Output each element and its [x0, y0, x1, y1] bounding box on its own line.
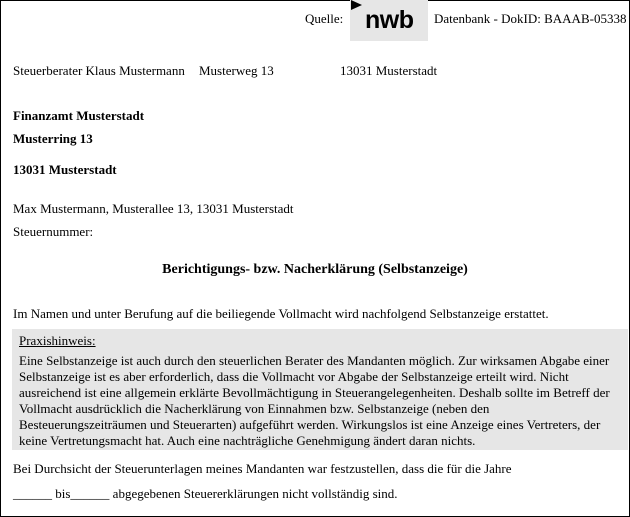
practice-hint-body: Eine Selbstanzeige ist auch durch den steuerlichen Berater des Mandanten möglich. Zur wirksamen Abgabe einer Selbstanzeige ist es aber erforderlich, dass die Vollmacht vor Abgabe der Selbstanzeige erteilt wird. Nicht ausreichend ist eine allgemein erklärte Bevollmächtigung in Steuerangelegenheiten. Deshalb sollte im Betreff der Vollmacht ausdrücklich die Nacherklärung von Einnahmen bzw. Selbstanzeige (neben den Besteuerungszeiträumen und Steuerarten) aufgeführt werden. Wirkungslos ist eine Anzeige eines Vertreters, der keine Vertretungsmacht hat. Auch eine nachträgliche Genehmigung ändert daran nichts. — [19, 353, 610, 448]
body-line-2: ______ bis______ abgegebenen Steuererklärungen nicht vollständig sind. — [13, 486, 398, 501]
recipient-city: 13031 Musterstadt — [13, 162, 117, 177]
document-title: Berichtigungs- bzw. Nacherklärung (Selbstanzeige) — [162, 262, 468, 277]
sender-city: 13031 Musterstadt — [340, 63, 438, 78]
logo-flag-icon — [351, 0, 362, 10]
practice-hint-title: Praxishinweis: — [19, 333, 96, 348]
source-label: Quelle: — [305, 11, 344, 26]
recipient-office: Finanzamt Musterstadt — [13, 108, 145, 123]
intro-text: Im Namen und unter Berufung auf die beiliegende Vollmacht wird nachfolgend Selbstanzeige erstattet. — [13, 306, 549, 321]
body-line-1: Bei Durchsicht der Steuerunterlagen meines Mandanten war festzustellen, dass die für die Jahre — [13, 461, 512, 476]
sender-name: Steuerberater Klaus Mustermann — [13, 63, 185, 78]
nwb-logo — [350, 0, 428, 41]
client-address: Max Mustermann, Musterallee 13, 13031 Musterstadt — [13, 201, 294, 216]
recipient-street: Musterring 13 — [13, 131, 93, 146]
tax-number-label: Steuernummer: — [13, 224, 94, 239]
logo-text: nwb — [365, 6, 414, 34]
database-doc-id: Datenbank - DokID: BAAAB-05338 — [434, 11, 627, 26]
sender-street: Musterweg 13 — [199, 63, 274, 78]
practice-hint-box — [12, 329, 628, 450]
